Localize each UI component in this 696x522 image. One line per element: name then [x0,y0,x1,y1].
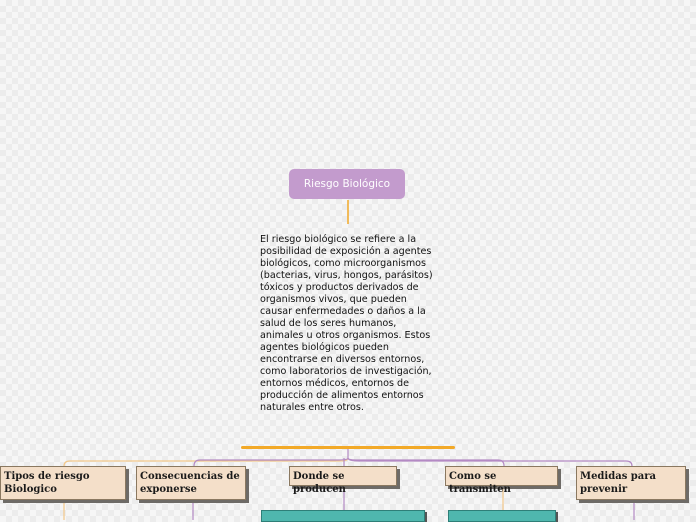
branch-tipos-de-riesgo[interactable] [0,466,126,500]
branch-medidas-para-prevenir[interactable] [576,466,686,500]
sub-node-donde[interactable] [261,510,425,522]
branch-connector-consecuencias [194,458,348,466]
sub-node-como[interactable] [448,510,556,522]
branch-label: Tipos de riesgo Biologico [4,471,90,495]
description-underline [241,446,455,449]
branch-connector-como [348,458,504,466]
branch-donde-se-producen[interactable] [289,466,397,495]
branch-label: Medidas para prevenir [580,471,657,495]
branch-como-se-transmiten[interactable] [445,466,558,495]
description-text[interactable]: El riesgo biológico se refiere a la posibilidad de exposición a agentes biológicos, como microorganismos (bacterias, virus, hongos, parásitos) tóxicos y productos derivados de organismos vivos, que pueden causar enfermedades o daños a la salud de los seres humanos, animales u otros organismos. Estos agentes biológicos pueden encontrarse en diversos entornos, como laboratorios de investigación, entornos médicos, entornos de producción de alimentos entornos naturales entre otros. [260,234,433,413]
branch-consecuencias[interactable] [136,466,246,500]
branch-connector-medidas [348,458,632,466]
branch-label: Como se transmiten [449,471,511,495]
root-node[interactable] [289,169,405,199]
branch-label: Donde se producen [293,471,346,495]
root-title: Riesgo Biológico [303,178,391,190]
branch-label: Consecuencias de exponerse [140,471,240,495]
branch-connector-tipos [64,458,348,466]
